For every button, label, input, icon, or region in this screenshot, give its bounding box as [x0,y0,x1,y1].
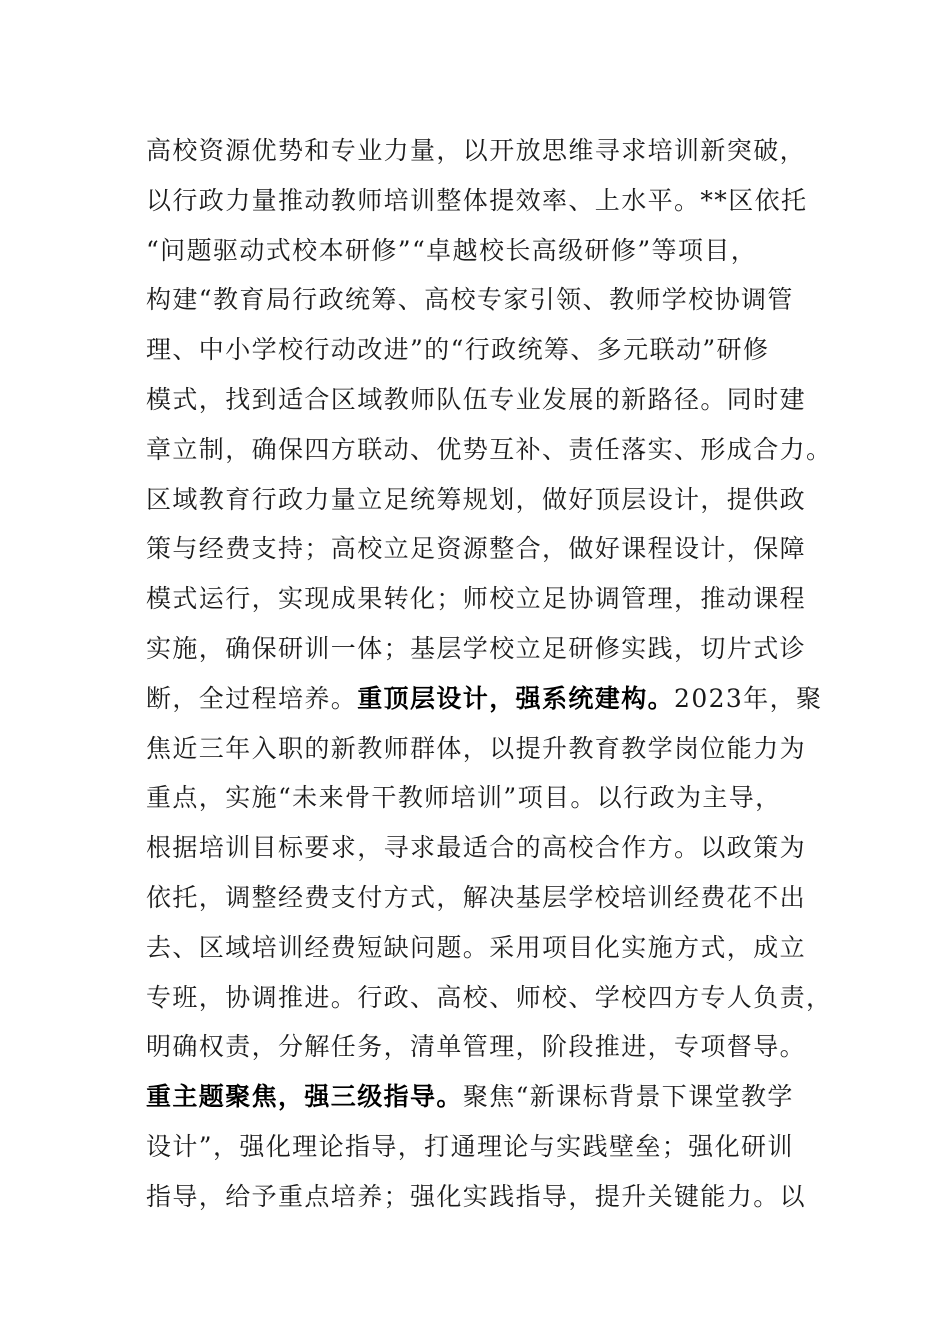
body-text-segment: 断，全过程培养。 [146,683,358,713]
text-line [146,325,806,375]
body-text-segment: 实施，确保研训一体；基层学校立足研修实践，切片式诊 [146,633,807,663]
text-line [146,425,833,475]
text-line [146,973,833,1023]
text-line [146,873,806,923]
body-text-segment: 构建“教育局行政统筹、高校专家引领、教师学校协调管 [146,285,794,315]
text-line [146,574,806,624]
body-text-segment: “问题驱动式校本研修”“卓越校长高级研修”等项目， [146,235,758,265]
body-text-segment: 明确权责，分解任务，清单管理，阶段推进，专项督导。 [146,1032,807,1062]
body-text-segment: 模式，找到适合区域教师队伍专业发展的新路径。同时建 [146,384,807,414]
body-text-segment: 设计”，强化理论指导，打通理论与实践壁垒；强化研训 [146,1131,794,1161]
text-line [146,176,806,226]
text-line [146,1022,806,1072]
body-text-segment: 理、中小学校行动改进”的“行政统筹、多元联动”研修 [146,335,770,365]
body-text-segment: 根据培训目标要求，寻求最适合的高校合作方。以政策为 [146,833,807,863]
body-text-segment: 高校资源优势和专业力量，以开放思维寻求培训新突破， [146,136,807,165]
text-line [146,923,806,973]
text-line [146,226,806,276]
bold-heading-phrase: 重主题聚焦，强三级指导。 [146,1082,463,1112]
text-line [146,375,806,425]
body-text-segment: 专班，协调推进。行政、高校、师校、学校四方专人负责， [146,982,833,1012]
body-text-segment: 指导，给予重点培养；强化实践指导，提升关键能力。以 [146,1181,807,1211]
body-text-segment: 2023年，聚 [674,683,823,713]
body-text-segment: 区域教育行政力量立足统筹规划，做好顶层设计，提供政 [146,484,807,514]
text-line [146,624,806,674]
body-text [146,126,833,1222]
text-line [146,724,806,774]
body-text-segment: 聚焦“新课标背景下课堂教学 [462,1082,794,1112]
body-text-segment: 重点，实施“未来骨干教师培训”项目。以行政为主导， [146,783,782,813]
body-text-segment: 策与经费支持；高校立足资源整合，做好课程设计，保障 [146,534,807,564]
text-line [146,773,806,823]
body-text-segment: 依托，调整经费支付方式，解决基层学校培训经费花不出 [146,882,807,912]
text-line [146,1122,806,1172]
text-line [146,126,806,176]
text-line [146,823,806,873]
text-line [146,524,806,574]
body-text-segment: 模式运行，实现成果转化；师校立足协调管理，推动课程 [146,584,807,614]
body-text-segment: 章立制，确保四方联动、优势互补、责任落实、形成合力。 [146,434,833,464]
text-line [146,475,806,525]
body-text-segment: 去、区域培训经费短缺问题。采用项目化实施方式，成立 [146,932,807,962]
text-line [146,674,823,724]
body-text-segment: 以行政力量推动教师培训整体提效率、上水平。**区依托 [146,185,808,215]
body-text-segment: 焦近三年入职的新教师群体，以提升教育教学岗位能力为 [146,733,807,763]
bold-heading-phrase: 重顶层设计，强系统建构。 [357,683,675,713]
text-line [146,1172,806,1222]
text-line [146,1072,806,1122]
text-line [146,275,806,325]
